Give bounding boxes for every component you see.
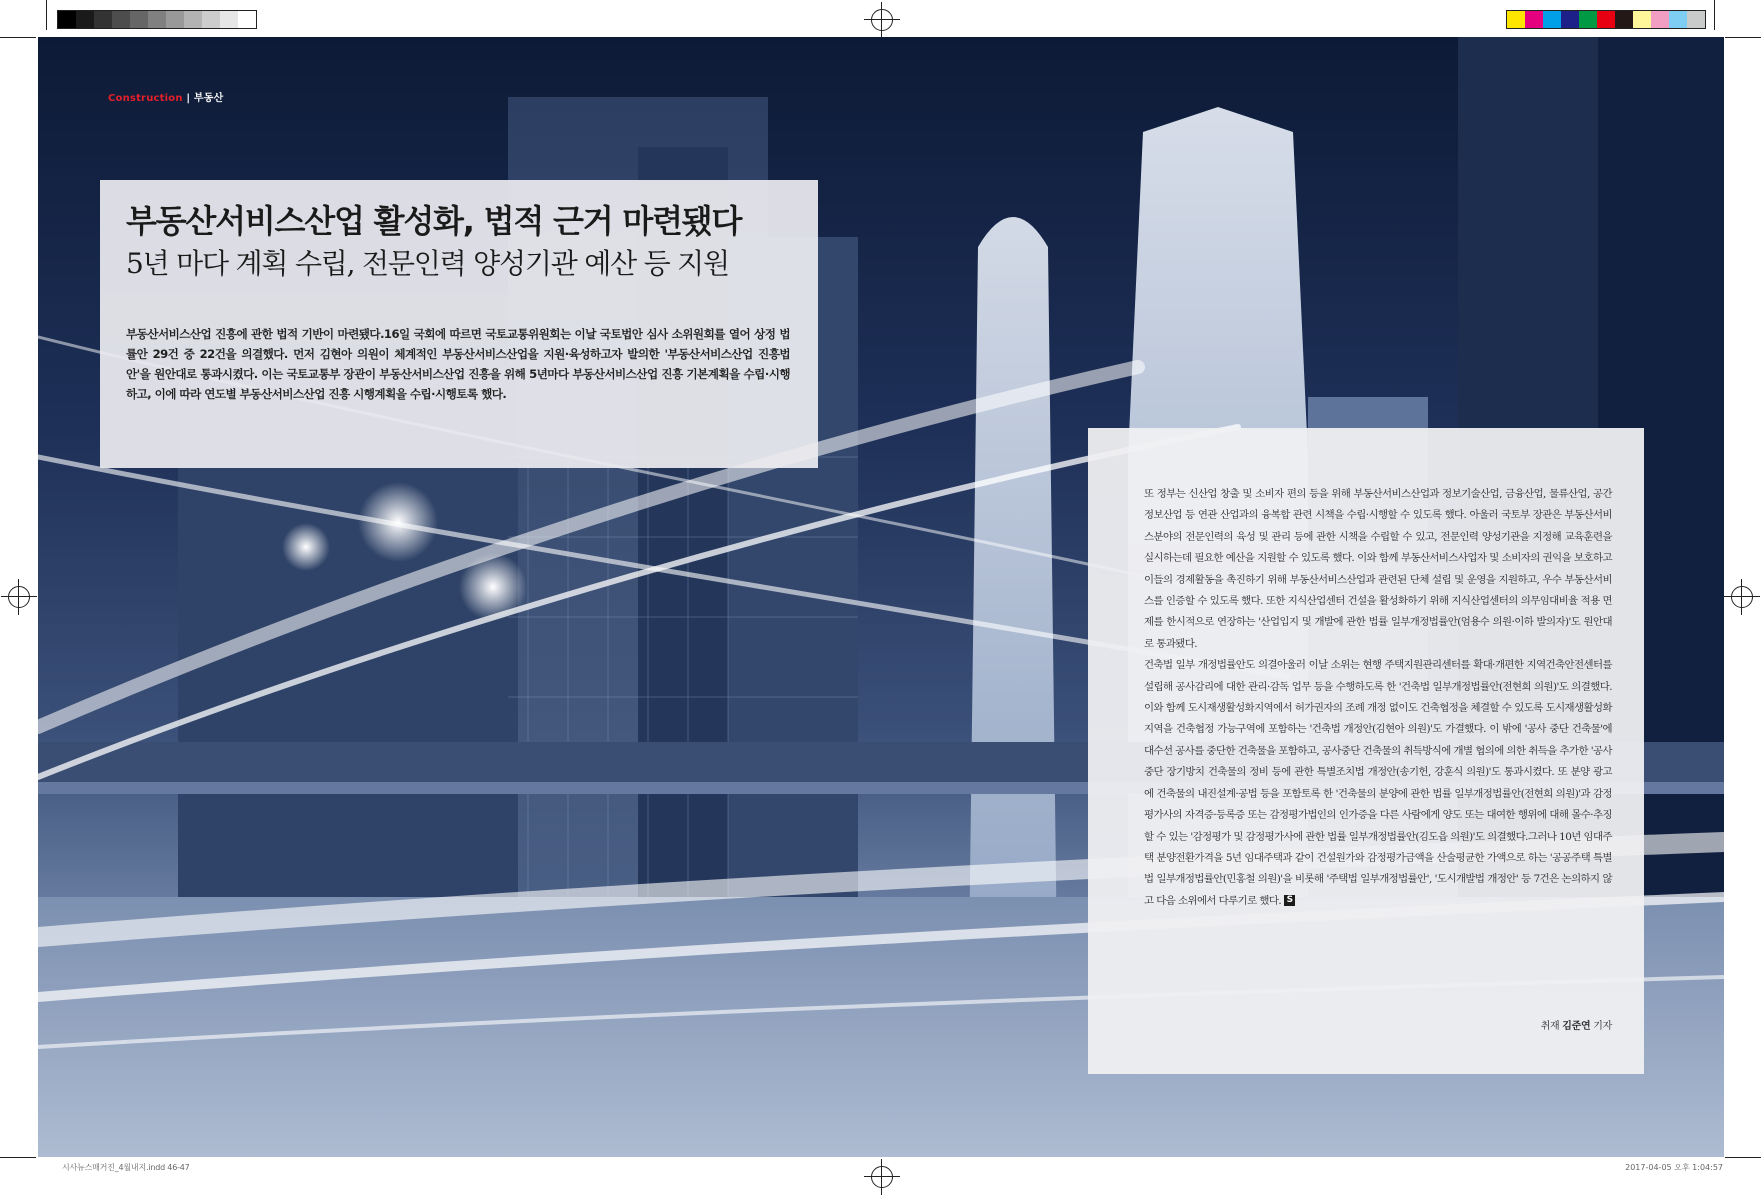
color-swatch — [1561, 11, 1579, 28]
gray-swatch — [238, 11, 256, 28]
gray-swatch — [58, 11, 76, 28]
body-paragraph: 또 정부는 신산업 창출 및 소비자 편의 등을 위해 부동산서비스산업과 정보기술산업, 금융산업, 물류산업, 공간정보산업 등 연관 산업과의 융복합 관련 시책을 수립·시행할 수 있도록 했다. 아울러 국토부 장관은 부동산서비스분야의 전문인력의 육성 및 관리 등에 관한 시책을 수립할 수 있고, 전문인력 양성기관을 지정해 교육훈련을 실시하는데 필요한 예산을 지원할 수 있도록 했다. 이와 함께 부동산서비스사업자 및 소비자의 권익을 보호하고 이들의 경제활동을 촉진하기 위해 부동산서비스산업과 관련된 단체 설립 및 운영을 지원하고, 우수 부동산서비스를 인증할 수 있도록 했다. 또한 지식산업센터 건설을 활성화하기 위해 지식산업센터의 의무임대비율 적용 면제를 한시적으로 연장하는 '산업입지 및 개발에 관한 법률 일부개정법률안(엄용수 의원·이하 발의자)'도 원안대로 통과됐다. — [1144, 488, 1612, 650]
registration-mark-bottom — [871, 1166, 893, 1188]
crop-mark — [46, 0, 47, 30]
end-mark-icon: S — [1284, 895, 1295, 906]
article-body — [1144, 484, 1612, 912]
color-swatch — [1651, 11, 1669, 28]
registration-mark-top — [871, 9, 893, 31]
section-tag-divider: | — [182, 93, 194, 104]
byline — [1400, 1017, 1612, 1032]
crop-mark — [1725, 37, 1761, 38]
registration-mark-left — [8, 586, 30, 608]
article-lead: 부동산서비스산업 진흥에 관한 법적 기반이 마련됐다.16일 국회에 따르면 국토교통위원회는 이날 국토법안 심사 소위원회를 열어 상정 법률안 29건 중 22건을 의결했다. 먼저 김현아 의원이 체계적인 부동산서비스산업을 지원·육성하고자 발의한 '부동산서비스산업 진흥법안'을 원안대로 통과시켰다. 이는 국토교통부 장관이 부동산서비스산업 진흥을 위해 5년마다 부동산서비스산업 진흥 기본계획을 수립·시행하고, 이에 따라 연도별 부동산서비스산업 진흥 시행계획을 수립·시행토록 했다. — [126, 327, 790, 401]
footer-file-slug: 시사뉴스매거진_4월내지.indd 46-47 — [62, 1163, 190, 1172]
byline-author: 김준연 — [1562, 1021, 1591, 1032]
crop-mark — [1714, 0, 1715, 30]
grayscale-calibration-bar — [57, 10, 257, 29]
byline-prefix: 취재 — [1540, 1021, 1563, 1032]
byline-suffix: 기자 — [1590, 1021, 1612, 1032]
gray-swatch — [76, 11, 94, 28]
gray-swatch — [148, 11, 166, 28]
section-tag-category: Construction — [108, 93, 183, 104]
gray-swatch — [202, 11, 220, 28]
color-swatch — [1525, 11, 1543, 28]
color-swatch — [1543, 11, 1561, 28]
article-headline: 부동산서비스산업 활성화, 법적 근거 마련됐다 — [126, 202, 742, 240]
color-calibration-bar — [1506, 10, 1706, 29]
body-paragraph-text: 건축법 일부 개정법률안도 의결아울러 이날 소위는 현행 주택지원관리센터를 확대·개편한 지역건축안전센터를 설립해 공사감리에 대한 관리·감독 업무 등을 수행하도록 한 '건축법 일부개정법률안(전현희 의원)'도 의결했다. 이와 함께 도시재생활성화지역에서 허가권자의 조례 개정 없이도 건축협정을 체결할 수 있도록 도시재생활성화지역을 건축협정 가능구역에 포함하는 '건축법 개정안(김현아 의원)'도 가결했다. 이 밖에 '공사 중단 건축물'에 대수선 공사를 중단한 건축물을 포함하고, 공사중단 건축물의 취득방식에 개별 협의에 의한 취득을 추가한 '공사중단 장기방치 건축물의 정비 등에 관한 특별조치법 개정안(송기헌, 강훈식 의원)'도 통과시켰다. 또 분양 광고에 건축물의 내진설계·공법 등을 포함토록 한 '건축물의 분양에 관한 법률 일부개정법률안(전현희 의원)'과 감정평가사의 자격증·등록증 또는 감정평가법인의 인가증을 다른 사람에게 양도 또는 대여한 행위에 대해 몰수·추징할 수 있는 '감정평가 및 감정평가사에 관한 법률 일부개정법률안(김도읍 의원)'도 의결했다.그러나 10년 임대주택 분양전환가격을 5년 임대주택과 같이 건설원가와 감정평가금액을 산술평균한 가액으로 하는 '공공주택 특별법 일부개정법률안(민홍철 의원)'을 비롯해 '주택법 일부개정법률안', '도시개발법 개정안' 등 7건은 논의하지 않고 다음 소위에서 다루기로 했다. — [1144, 659, 1612, 907]
color-swatch — [1597, 11, 1615, 28]
gray-swatch — [166, 11, 184, 28]
crop-mark — [0, 1157, 36, 1158]
section-tag-subcategory: 부동산 — [193, 93, 224, 104]
section-tag — [108, 89, 223, 104]
color-swatch — [1579, 11, 1597, 28]
footer-timestamp: 2017-04-05 오후 1:04:57 — [1625, 1163, 1723, 1172]
gray-swatch — [112, 11, 130, 28]
color-swatch — [1687, 11, 1705, 28]
crop-mark — [1725, 1157, 1761, 1158]
gray-swatch — [94, 11, 112, 28]
color-swatch — [1633, 11, 1651, 28]
gray-swatch — [130, 11, 148, 28]
color-swatch — [1669, 11, 1687, 28]
crop-mark — [0, 37, 36, 38]
gray-swatch — [220, 11, 238, 28]
article-subheadline: 5년 마다 계획 수립, 전문인력 양성기관 예산 등 지원 — [126, 247, 729, 280]
registration-mark-right — [1731, 586, 1753, 608]
color-swatch — [1507, 11, 1525, 28]
color-swatch — [1615, 11, 1633, 28]
body-paragraph — [1144, 655, 1612, 912]
gray-swatch — [184, 11, 202, 28]
